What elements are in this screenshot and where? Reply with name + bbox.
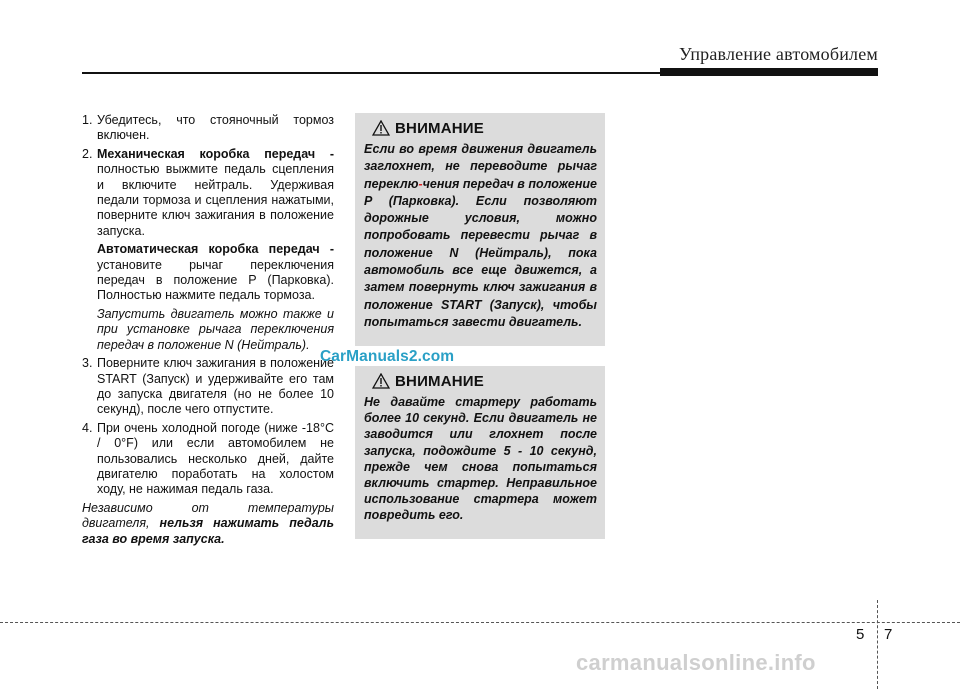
footer-divider bbox=[0, 622, 960, 623]
watermark: CarManuals2.com bbox=[320, 348, 455, 365]
neutral-note: Запустить двигатель можно также и при установке рычага переключения передач в положение N (Нейтраль). bbox=[97, 306, 334, 352]
closing-italic: Независимо от температуры двигателя, bbox=[82, 500, 334, 531]
warning-title: ВНИМАНИЕ bbox=[395, 119, 484, 137]
header-title: Управление автомобилем bbox=[678, 44, 878, 64]
step-1 bbox=[82, 113, 334, 144]
automatic-transmission-label: Автоматическая коробка передач - bbox=[97, 242, 334, 257]
step-text: При очень холодной погоде (ниже -18°C / 0°F) или если автомобилем не пользовались несколько дней, дайте двигателю поработать на холостом ходу, не нажимая педаль газа. bbox=[97, 420, 334, 497]
step-text: Поверните ключ зажигания в положение START (Запуск) и удерживайте его там до запуска двигателя (но не более 10 секунд), после чего отпустите. bbox=[97, 356, 334, 417]
step-text: Убедитесь, что стояночный тормоз включен. bbox=[97, 113, 334, 143]
warning-box-starter bbox=[355, 366, 605, 539]
closing-bold-italic: нельзя нажимать педаль газа во время запуска. bbox=[82, 516, 334, 546]
instructions-column bbox=[82, 113, 334, 547]
warning-hyphen: - bbox=[418, 176, 423, 191]
footer-watermark: carmanualsonline.info bbox=[576, 650, 816, 675]
automatic-transmission-paragraph bbox=[82, 242, 334, 304]
step-text: полностью выжмите педаль сцепления и включите нейтраль. Удерживая педали тормоза и сцепления нажатыми, поверните ключ зажигания в положение запуска. bbox=[97, 162, 334, 238]
warning-title: ВНИМАНИЕ bbox=[395, 372, 484, 390]
warning-header bbox=[364, 117, 597, 139]
step-3 bbox=[82, 356, 334, 418]
warning-header bbox=[364, 370, 597, 392]
warning-box-stall bbox=[355, 113, 605, 346]
step-number: 3. bbox=[82, 356, 93, 371]
chapter-number: 5 bbox=[856, 626, 865, 643]
warning-text-part: Если во время движения двигатель заглохнет, не переводите рычаг переклю bbox=[364, 142, 597, 191]
step-number: 4. bbox=[82, 420, 93, 435]
header-rule bbox=[82, 72, 660, 74]
step-4 bbox=[82, 421, 334, 498]
step-number: 2. bbox=[82, 146, 93, 161]
footer-vertical-divider bbox=[877, 600, 878, 689]
automatic-transmission-text: установите рычаг переключения передач в положение P (Парковка). Полностью нажмите педаль тормоза. bbox=[97, 257, 334, 303]
warning-text bbox=[364, 141, 597, 331]
page-number: 7 bbox=[884, 626, 893, 643]
warning-triangle-icon bbox=[372, 373, 390, 389]
closing-note bbox=[82, 501, 334, 547]
warning-text: Не давайте стартеру работать более 10 секунд. Если двигатель не заводится или глохнет после запуска, подождите 5 - 10 секунд, прежде чем снова попытаться включить стартер. Неправильное использование стартера может повредить его. bbox=[364, 395, 597, 523]
warning-triangle-icon bbox=[372, 120, 390, 136]
step-2 bbox=[82, 147, 334, 239]
warning-text-part: чения передач в положение P (Парковка). Если позволяют дорожные условия, можно попробовать перевести рычаг в положение N (Нейтраль), пока автомобиль все еще движется, а затем повернуть ключ зажигания в положение START (Запуск), чтобы попытаться завести двигатель. bbox=[364, 176, 597, 329]
header-band bbox=[660, 68, 878, 76]
manual-transmission-label: Механическая коробка передач - bbox=[97, 146, 334, 161]
step-number: 1. bbox=[82, 113, 93, 127]
